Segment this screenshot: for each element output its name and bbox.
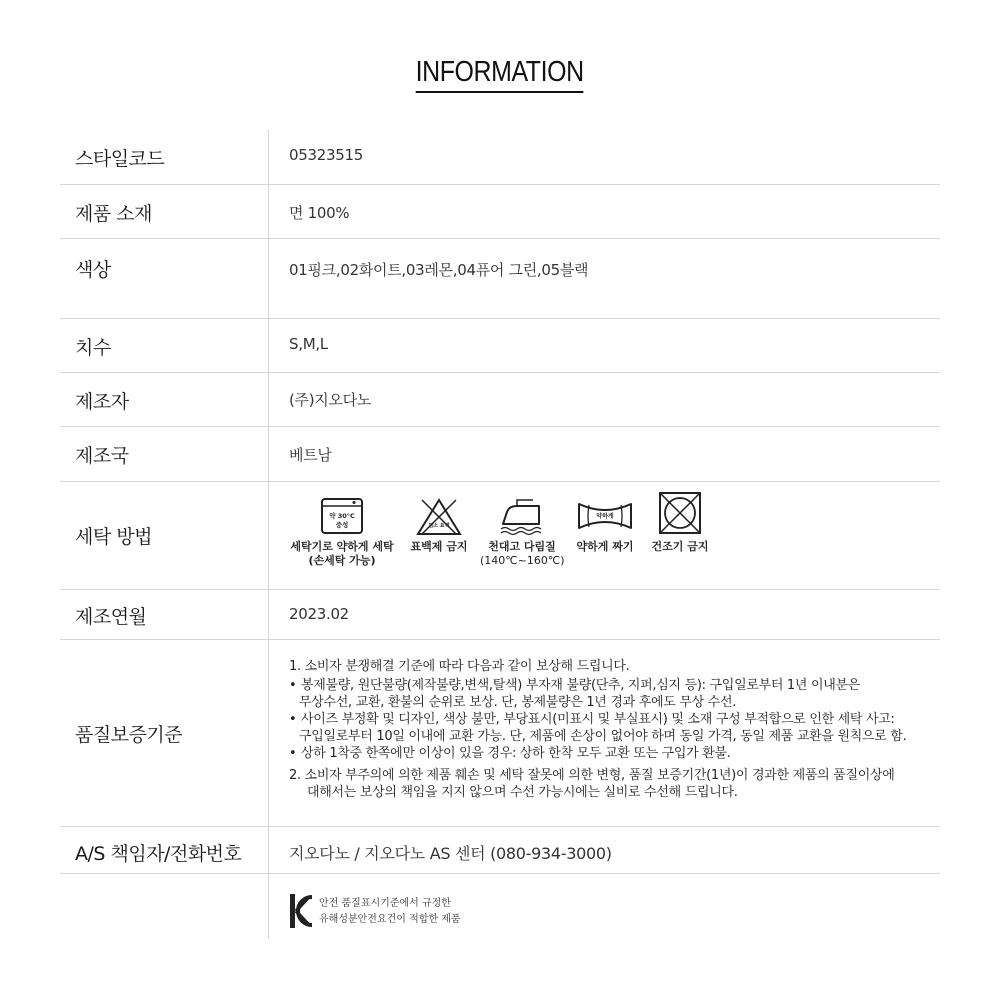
care-item-no-dryer — [645, 496, 715, 554]
care-inner-text-1: 염소 표백 — [428, 523, 450, 529]
kc-line-1: 안전 품질표시기준에서 규정한 — [319, 898, 451, 909]
quality-text — [289, 658, 906, 801]
row-style-code — [60, 130, 940, 185]
label-material: 제품 소재 — [75, 203, 152, 225]
label-color: 색상 — [75, 259, 111, 281]
quality-bullet-line: • 상하 1착중 한쪽에만 이상이 있을 경우: 상하 한착 모두 교환 또는 구입가 환불. — [289, 746, 731, 761]
bullet-icon: • — [289, 678, 297, 693]
row-size — [60, 319, 940, 373]
care-inner-text-1: 약 30°C — [329, 512, 355, 520]
label-style-code: 스타일코드 — [75, 148, 165, 170]
hand-wash-30c-icon — [319, 496, 365, 536]
quality-bullet-line: • 봉제불량, 원단불량(제작불량,변색,탈색) 부자재 불량(단추, 지퍼,심지 등): 구입일로부터 1년 이내분은 — [289, 678, 861, 693]
no-bleach-icon — [414, 496, 464, 536]
label-country: 제조국 — [75, 445, 129, 467]
care-item-no-bleach — [406, 496, 472, 554]
value-color: 01핑크,02화이트,03레몬,04퓨어 그린,05블랙 — [289, 261, 589, 279]
label-size: 치수 — [75, 337, 111, 359]
quality-line: 1. 소비자 분쟁해결 기준에 따라 다음과 같이 보상해 드립니다. — [289, 659, 630, 674]
info-table — [60, 130, 940, 944]
kc-certification-icon — [289, 892, 315, 930]
care-item-hand-wash — [290, 496, 394, 568]
iron-with-cloth-icon — [499, 496, 545, 536]
label-maker: 제조자 — [75, 391, 129, 413]
bullet-icon: • — [289, 712, 297, 727]
label-as: A/S 책임자/전화번호 — [75, 843, 242, 865]
row-kc — [60, 874, 940, 944]
value-as: 지오다노 / 지오다노 AS 센터 (080-934-3000) — [289, 844, 612, 863]
quality-line: 대해서는 보상의 책임을 지지 않으며 수선 가능시에는 실비로 수선해 드립니다. — [307, 785, 738, 800]
care-caption-1: 약하게 짜기 — [576, 540, 634, 553]
value-material: 면 100% — [289, 204, 350, 222]
care-item-iron — [480, 496, 564, 568]
gentle-wring-icon — [575, 496, 635, 536]
row-color — [60, 239, 940, 319]
no-tumble-dry-icon — [657, 490, 703, 536]
row-date — [60, 590, 940, 640]
care-caption-1: 세탁기로 약하게 세탁 — [290, 540, 394, 553]
care-caption-2: (손세탁 가능) — [308, 554, 376, 567]
care-caption-1: 표백제 금지 — [410, 540, 468, 553]
bullet-icon: • — [289, 746, 297, 761]
label-date: 제조연월 — [75, 606, 147, 628]
value-maker: (주)지오다노 — [289, 391, 372, 409]
care-caption-1: 건조기 금지 — [651, 540, 709, 553]
row-as — [60, 827, 940, 874]
quality-line: 무상수선, 교환, 환불의 순위로 보상. 단, 봉제불량은 1년 경과 후에도 무상 수선. — [299, 695, 737, 710]
title-text: INFORMATION — [416, 56, 584, 93]
row-washing — [60, 482, 940, 590]
row-maker — [60, 373, 940, 427]
care-caption-1: 천대고 다림질 — [488, 540, 556, 553]
care-caption-2: (140℃~160℃) — [480, 554, 565, 567]
row-material — [60, 185, 940, 239]
care-inner-text-1: 약하게 — [596, 513, 614, 520]
quality-line: 2. 소비자 부주의에 의한 제품 훼손 및 세탁 잘못에 의한 변형, 품질 보증기간(1년)이 경과한 제품의 품질이상에 — [289, 768, 895, 783]
row-country — [60, 427, 940, 482]
kc-mark — [289, 892, 461, 934]
care-item-wring — [570, 496, 640, 554]
label-quality: 품질보증기준 — [75, 724, 183, 746]
quality-bullet-line: • 사이즈 부정확 및 디자인, 색상 불만, 부당표시(미표시 및 부실표시) 및 소재 구성 부적합으로 인한 세탁 사고: — [289, 712, 895, 727]
quality-line: 구입일로부터 10일 이내에 교환 가능. 단, 제품에 손상이 없어야 하며 동일 가격, 동일 제품 교환을 원칙으로 함. — [299, 729, 907, 744]
label-washing: 세탁 방법 — [75, 526, 152, 548]
value-style-code: 05323515 — [289, 146, 363, 164]
kc-line-2: 유해성분안전요건이 적합한 제품 — [319, 914, 461, 925]
value-date: 2023.02 — [289, 605, 349, 623]
page-title — [0, 56, 1000, 93]
row-quality — [60, 640, 940, 827]
value-country: 베트남 — [289, 446, 332, 464]
kc-text — [319, 896, 461, 928]
value-size: S,M,L — [289, 335, 328, 353]
care-inner-text-2: 중성 — [335, 521, 349, 529]
